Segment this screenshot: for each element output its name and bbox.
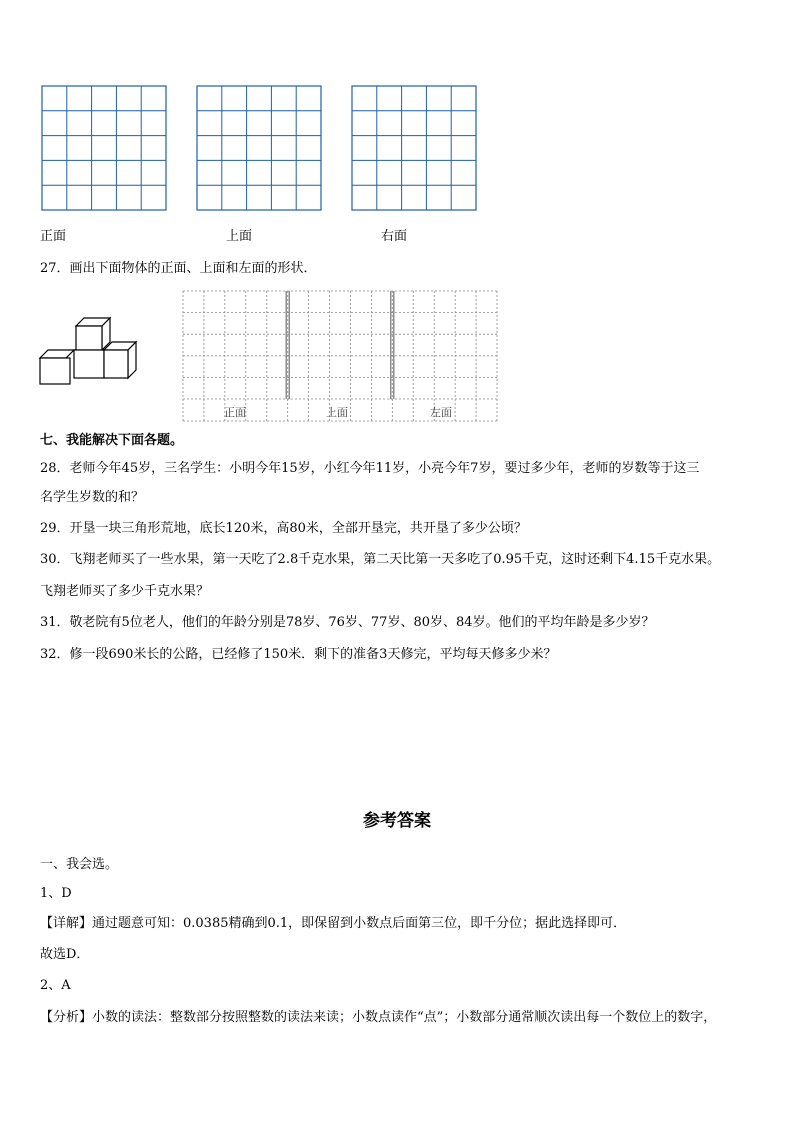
caption-right: 右面 [381,229,408,244]
answers-section-1: 一、我会选。 [40,857,119,872]
question-28-line1: 28．老师今年45岁，三名学生：小明今年15岁，小红今年11岁，小亮今年7岁，要过多少年，老师的岁数等于这三 [40,461,700,476]
question-31: 31．敬老院有5位老人，他们的年龄分别是78岁、76岁、77岁、80岁、84岁。他们的平均年龄是多少岁？ [40,615,655,630]
question-30-line2: 飞翔老师买了多少千克水果？ [40,584,210,599]
caption-top: 上面 [226,229,253,244]
question-29: 29．开垦一块三角形荒地，底长120米，高80米，全部开垦完，共开垦了多少公顷？ [40,521,527,536]
answer-1: 1、D [40,886,72,901]
blue-grid-2 [197,86,321,210]
blue-grid-3 [352,86,476,210]
question-27: 27．画出下面物体的正面、上面和左面的形状． [40,261,317,276]
question-30-line1: 30．飞翔老师买了一些水果，第一天吃了2.8千克水果，第二天比第一天多吃了0.95千克，这时还剩下4.15千克水果。 [40,552,721,567]
top-grids [0,0,794,220]
grid-label-front: 正面 [224,406,246,419]
blue-grid-1 [42,86,166,210]
answer-2-analysis: 【分析】小数的读法：整数部分按照整数的读法来读；小数点读作“点”；小数部分通常顺次读出每一个数位上的数字， [40,1010,717,1025]
grid-label-top: 上面 [326,406,348,419]
question-28-line2: 名学生岁数的和？ [40,490,145,505]
question-32: 32．修一段690米长的公路，已经修了150米．剩下的准备3天修完，平均每天修多少米？ [40,647,557,662]
caption-front: 正面 [40,229,67,244]
grid-label-left: 左面 [430,406,452,419]
section-7-title: 七、我能解决下面各题。 [40,433,184,448]
answers-title: 参考答案 [363,811,431,831]
answer-1-conclusion: 故选D． [40,947,90,962]
cube-figure [36,312,146,390]
answer-2: 2、A [40,978,71,993]
answer-1-detail: 【详解】通过题意可知：0.0385精确到0.1，即保留到小数点后面第三位，即千分位；据此选择即可． [40,916,627,931]
